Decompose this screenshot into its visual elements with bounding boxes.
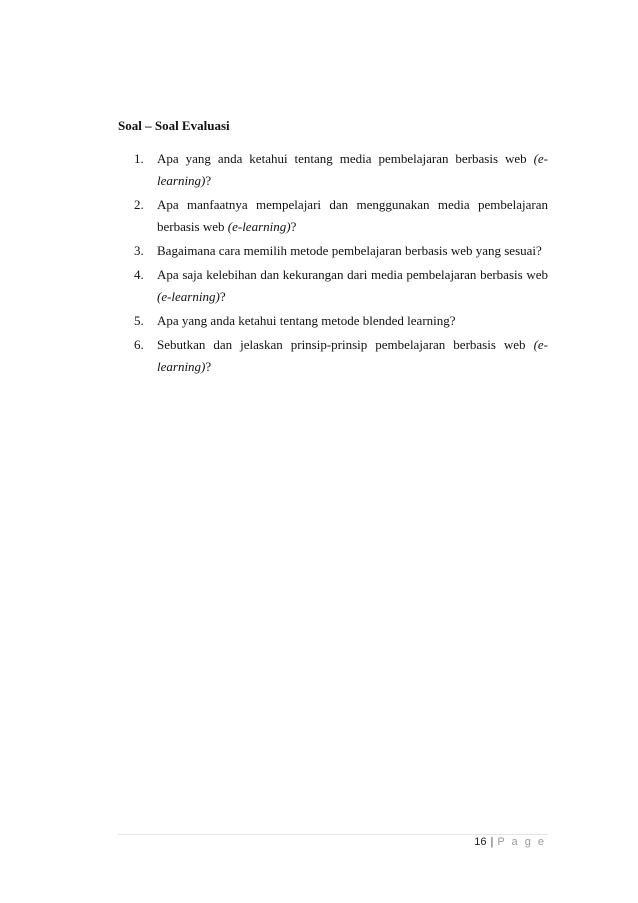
question-item [134, 148, 548, 192]
question-number: 6. [134, 337, 144, 352]
page-footer [474, 836, 546, 848]
footer-divider [118, 834, 548, 835]
footer-separator: | [490, 836, 494, 848]
question-item [134, 194, 548, 238]
question-text: Bagaimana cara memilih metode pembelajaran berbasis web yang sesuai? [157, 243, 542, 258]
question-number: 1. [134, 151, 144, 166]
section-heading: Soal – Soal Evaluasi [118, 118, 230, 133]
question-text: Apa yang anda ketahui tentang metode blended learning? [157, 313, 456, 328]
question-text: Apa yang anda ketahui tentang media pembelajaran berbasis web (e-learning)? [157, 151, 548, 188]
question-item [134, 334, 548, 378]
question-number: 3. [134, 243, 144, 258]
question-number: 2. [134, 197, 144, 212]
question-item [134, 310, 548, 332]
page-word: P a g e [497, 836, 546, 848]
question-text: Sebutkan dan jelaskan prinsip-prinsip pembelajaran berbasis web (e-learning)? [157, 337, 548, 374]
question-item [134, 240, 548, 262]
question-text: Apa saja kelebihan dan kekurangan dari media pembelajaran berbasis web (e-learning)? [157, 267, 548, 304]
question-number: 4. [134, 267, 144, 282]
question-text: Apa manfaatnya mempelajari dan menggunakan media pembelajaran berbasis web (e-learning)? [157, 197, 548, 234]
question-number: 5. [134, 313, 144, 328]
question-item [134, 264, 548, 308]
question-list [134, 148, 548, 380]
page-number: 16 [474, 836, 487, 848]
